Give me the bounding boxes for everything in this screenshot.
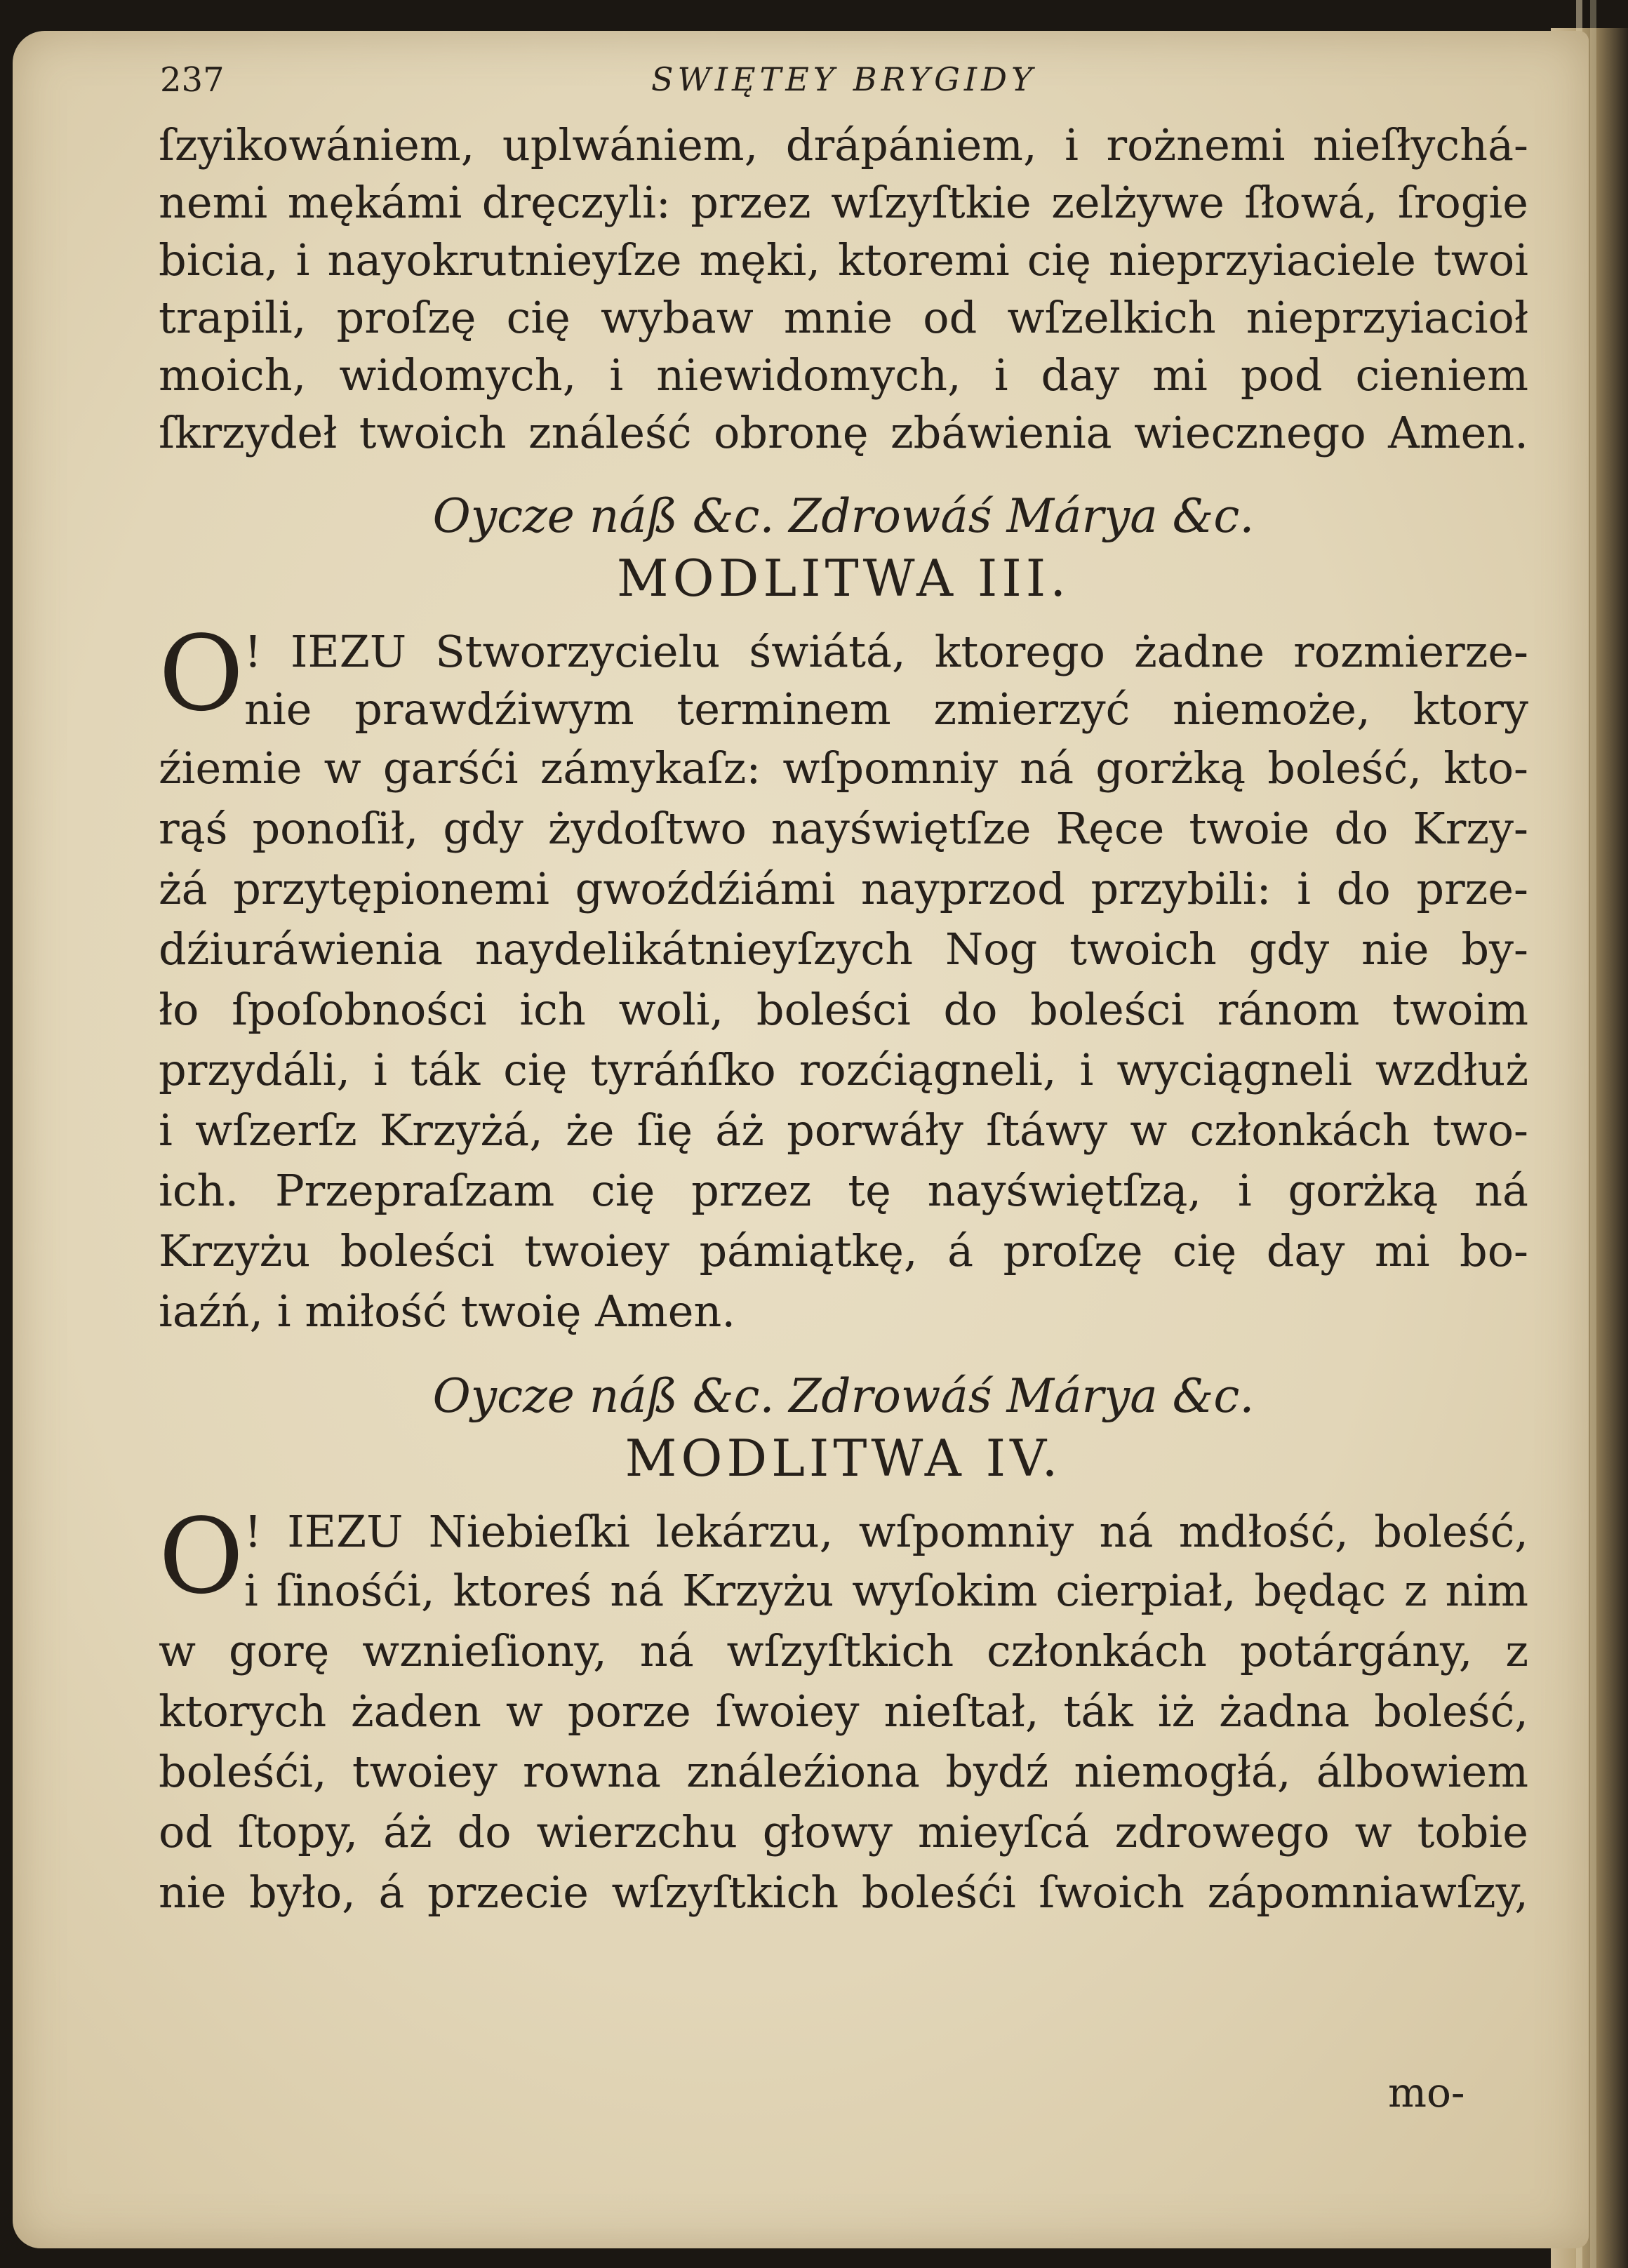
text-line: nie prawdźiwym terminem zmierzyć niemoże, ktory [244, 683, 1528, 735]
text-line: dźiuráwienia naydelikátnieyſzych Nog twoich gdy nie by- [159, 923, 1528, 975]
running-head [160, 60, 1507, 116]
text-line: rąś ponoſił, gdy żydoſtwo nayświętſze Ręce twoie do Krzy- [159, 803, 1528, 854]
text-line: żá przytępionemi gwoźdźiámi nayprzod przybili: i do prze- [159, 863, 1528, 914]
text-line: ! IEZU Niebieſki lekárzu, wſpomniy ná mdłość, boleść, [244, 1506, 1528, 1557]
text-line: źiemie w garśći zámykaſz: wſpomniy ná gorżką boleść, kto- [159, 742, 1528, 794]
section-heading: MODLITWA IV. [625, 1429, 1062, 1488]
drop-cap: O [159, 613, 244, 734]
text-line: ktorych żaden w porze ſwoiey nieſtał, ták iż żadna boleść, [159, 1686, 1528, 1737]
drop-cap: O [159, 1496, 244, 1617]
text-line: i ſinośći, ktoreś ná Krzyżu wyſokim cierpiał, będąc z nim [244, 1565, 1528, 1616]
text-line: ło ſpoſobności ich woli, boleści do boleści ránom twoim [159, 984, 1528, 1035]
text-line: moich, widomych, i niewidomych, i day mi pod cieniem [159, 349, 1528, 401]
section-heading: MODLITWA III. [616, 549, 1071, 608]
text-line: boleśći, twoiey rowna ználeźiona bydź niemogłá, álbowiem [159, 1746, 1528, 1797]
text-line: ! IEZU Stworzycielu świátá, ktorego żadne rozmierze- [244, 626, 1528, 677]
text-line: w gorę wznieſiony, ná wſzyſtkich członkách potárgány, z [159, 1625, 1528, 1676]
text-line: iaźń, i miłość twoię Amen. [159, 1286, 736, 1337]
text-line: trapili, proſzę cię wybaw mnie od wſzelkich nieprzyiacioł [159, 292, 1528, 343]
catchword: mo- [1388, 2069, 1465, 2116]
prayer-refrain: Oycze náß &c. Zdrowáś Márya &c. [432, 489, 1255, 543]
text-line: nemi mękámi dręczyli: przez wſzyſtkie zelżywe ſłowá, ſrogie [159, 177, 1528, 228]
text-line: ich. Przepraſzam cię przez tę nayświętſzą, i gorżką ná [159, 1165, 1528, 1216]
text-line: ſkrzydeł twoich ználeść obronę zbáwienia wiecznego Amen. [159, 407, 1528, 458]
text-line: Krzyżu boleści twoiey pámiątkę, á proſzę cię day mi bo- [159, 1225, 1528, 1276]
text-line: przydáli, i ták cię tyráńſko rozćiągneli, i wyciągneli wzdłuż [159, 1044, 1528, 1095]
text-line: nie było, á przecie wſzyſtkich boleśći ſwoich zápomniawſzy, [159, 1867, 1528, 1918]
prayer-refrain: Oycze náß &c. Zdrowáś Márya &c. [432, 1369, 1255, 1423]
running-title: SWIĘTEY BRYGIDY [651, 60, 1037, 98]
page-number: 237 [160, 60, 225, 100]
text-line: od ſtopy, áż do wierzchu głowy mieyſcá zdrowego w tobie [159, 1806, 1528, 1857]
text-line: bicia, i nayokrutnieyſze męki, ktoremi cię nieprzyiaciele twoi [159, 234, 1528, 286]
text-line: i wſzerſz Krzyżá, że ſię áż porwáły ſtáwy w członkách two- [159, 1105, 1528, 1156]
text-line: ſzyikowániem, uplwániem, drápániem, i rożnemi nieſłychá- [159, 119, 1528, 171]
